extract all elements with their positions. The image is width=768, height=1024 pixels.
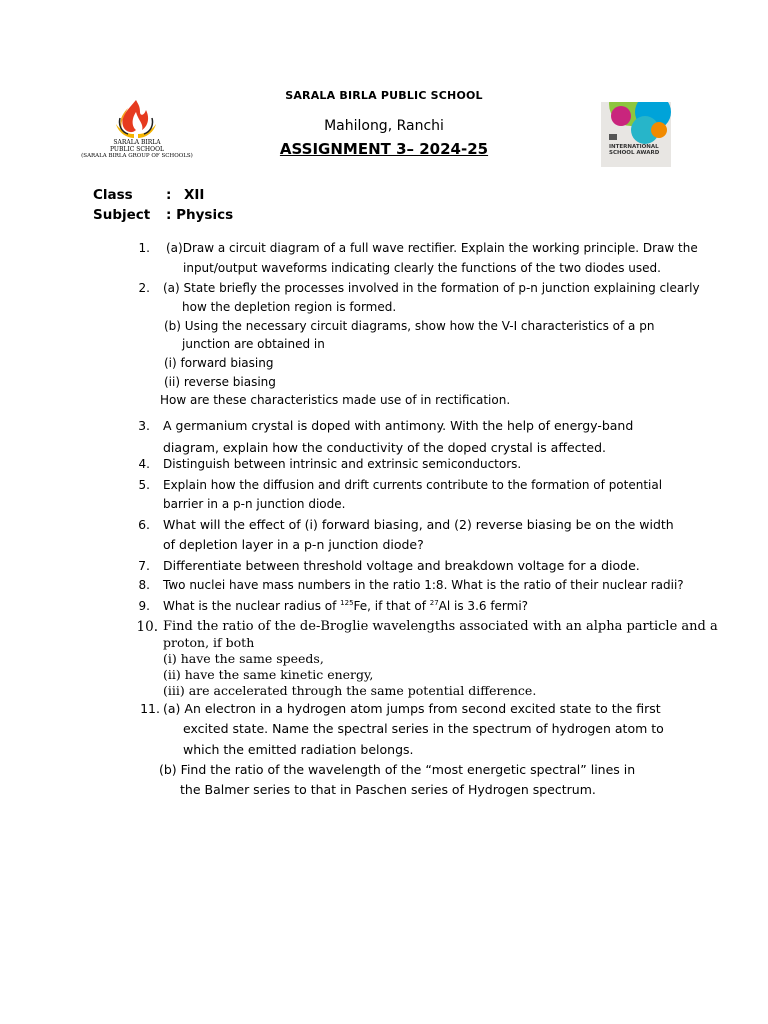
logo-line-1: SARALA BIRLA bbox=[113, 139, 161, 146]
question-text bbox=[163, 597, 528, 616]
question-text: how the depletion region is formed. bbox=[182, 300, 397, 314]
question-number: 8. bbox=[138, 578, 150, 592]
question-text-part: Fe, if that of bbox=[353, 599, 430, 613]
question-number: 2. bbox=[138, 281, 150, 295]
mass-number-fe: 125 bbox=[340, 599, 354, 607]
question-text: excited state. Name the spectral series in the spectrum of hydrogen atom to bbox=[183, 721, 664, 736]
question-text: (iii) are accelerated through the same potential difference. bbox=[163, 683, 537, 698]
question-number: 3. bbox=[138, 418, 150, 433]
question-text: How are these characteristics made use of in rectification. bbox=[160, 393, 511, 407]
question-number: 5. bbox=[138, 478, 150, 492]
question-text: (i) forward biasing bbox=[164, 356, 274, 370]
class-label: Class bbox=[93, 187, 133, 203]
school-name: SARALA BIRLA PUBLIC SCHOOL bbox=[285, 89, 483, 102]
question-text: (i) have the same speeds, bbox=[163, 651, 324, 666]
question-text: of depletion layer in a p-n junction diode? bbox=[163, 537, 424, 552]
question-text: (a) An electron in a hydrogen atom jumps from second excited state to the first bbox=[163, 701, 661, 716]
class-separator: : bbox=[166, 187, 172, 203]
question-number: 1. bbox=[138, 241, 150, 255]
class-value: XII bbox=[184, 187, 205, 203]
question-text: (b) Using the necessary circuit diagrams, show how the V-I characteristics of a pn bbox=[164, 319, 655, 333]
question-number: 6. bbox=[138, 517, 150, 532]
logo-line-3: (SARALA BIRLA GROUP OF SCHOOLS) bbox=[81, 153, 193, 159]
question-text: which the emitted radiation belongs. bbox=[183, 742, 414, 757]
question-text: Differentiate between threshold voltage and breakdown voltage for a diode. bbox=[163, 558, 640, 573]
award-line-1: INTERNATIONAL bbox=[609, 144, 659, 150]
question-text: Distinguish between intrinsic and extrinsic semiconductors. bbox=[163, 457, 522, 471]
subject-value: : Physics bbox=[166, 207, 234, 223]
question-text: A germanium crystal is doped with antimony. With the help of energy-band bbox=[163, 418, 634, 433]
assignment-title bbox=[0, 140, 768, 158]
award-line-2: SCHOOL AWARD bbox=[609, 150, 660, 156]
question-text-part: Al is 3.6 fermi? bbox=[438, 599, 529, 613]
question-text: Find the ratio of the de-Broglie wavelengths associated with an alpha particle and a bbox=[163, 619, 718, 634]
question-text: (b) Find the ratio of the wavelength of the “most energetic spectral” lines in bbox=[159, 762, 636, 777]
question-text: What will the effect of (i) forward biasing, and (2) reverse biasing be on the width bbox=[163, 517, 674, 532]
question-text: (ii) reverse biasing bbox=[164, 375, 276, 389]
question-text: Two nuclei have mass numbers in the ratio 1:8. What is the ratio of their nuclear radii? bbox=[163, 578, 684, 592]
question-text: the Balmer series to that in Paschen series of Hydrogen spectrum. bbox=[180, 782, 596, 797]
question-text: Explain how the diffusion and drift currents contribute to the formation of potential bbox=[163, 478, 663, 492]
question-text: proton, if both bbox=[163, 635, 255, 650]
school-location: Mahilong, Ranchi bbox=[324, 118, 444, 134]
question-number: 10. bbox=[136, 619, 158, 635]
question-text: (ii) have the same kinetic energy, bbox=[163, 667, 374, 682]
question-number: 4. bbox=[138, 457, 150, 471]
question-number: 9. bbox=[138, 599, 150, 613]
assignment-title-text: ASSIGNMENT 3– 2024-25 bbox=[279, 140, 489, 158]
subject-label: Subject bbox=[93, 207, 151, 223]
question-text: input/output waveforms indicating clearly the functions of the two diodes used. bbox=[183, 261, 661, 275]
question-text: barrier in a p-n junction diode. bbox=[163, 497, 346, 511]
mass-number-al: 27 bbox=[429, 599, 439, 607]
question-text: (a)Draw a circuit diagram of a full wave rectifier. Explain the working principle. Draw the bbox=[166, 241, 698, 255]
question-text: diagram, explain how the conductivity of the doped crystal is affected. bbox=[163, 440, 607, 455]
question-text: (a) State briefly the processes involved in the formation of p-n junction explaining clearly bbox=[163, 281, 700, 295]
question-text: junction are obtained in bbox=[182, 337, 325, 351]
question-text-part: What is the nuclear radius of bbox=[163, 599, 341, 613]
question-number: 7. bbox=[138, 558, 150, 573]
logo-line-2: PUBLIC SCHOOL bbox=[109, 146, 164, 153]
question-number: 11. bbox=[140, 701, 160, 716]
